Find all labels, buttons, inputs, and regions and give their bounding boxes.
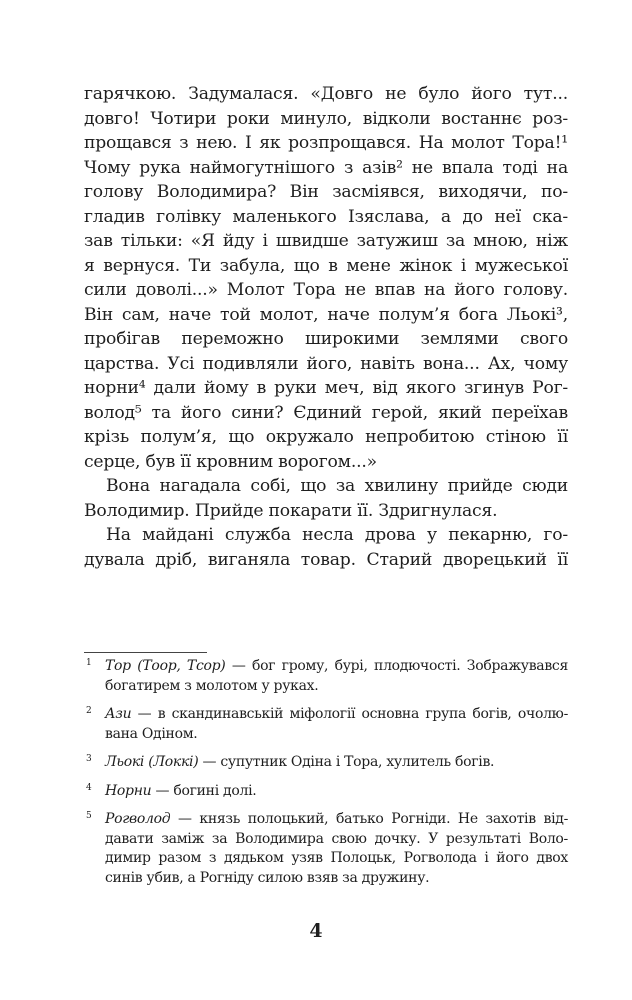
footnote-divider xyxy=(84,652,207,653)
footnote-text: — бог грому, бурі, плодючості. Зображувався xyxy=(225,658,568,674)
text-line: прощався з нею. І як розпрощався. На молот Тора!¹ xyxy=(84,133,568,153)
text-line: Вона нагадала собі, що за хвилину прийде сюди xyxy=(106,476,568,496)
footnote-line: богатирем з молотом у руках. xyxy=(105,677,319,694)
text-line: крізь полум’я, що окружало непробитою стіною її xyxy=(84,427,568,447)
text-line: Він сам, наче той молот, наче полум’я бога Льокі³, xyxy=(84,304,568,325)
footnote-number: 5 xyxy=(86,811,92,821)
text-line: серце, був її кровним ворогом...» xyxy=(84,451,377,472)
footnote-line: синів убив, а Рогніду силою взяв за дружину. xyxy=(105,869,430,886)
text-line: Чому рука наймогутнішого з азів² не впала тоді на xyxy=(84,157,568,178)
footnote-number: 3 xyxy=(86,754,92,764)
text-line: гарячкою. Задумалася. «Довго не було його тут... xyxy=(84,84,568,104)
text-line: гладив голівку маленького Ізяслава, а до неї ска- xyxy=(84,206,568,227)
footnote-1 xyxy=(84,657,568,696)
text-line: пробігав переможно широкими землями свого xyxy=(84,329,568,349)
footnote-4 xyxy=(84,782,568,802)
footnote-term: Льокі (Локкі) xyxy=(105,754,199,770)
footnote-number: 1 xyxy=(86,658,92,668)
footnote-line xyxy=(84,810,568,830)
footnote-text: — супутник Одіна і Тора, хулитель богів. xyxy=(198,754,495,770)
footnote-line: димир разом з дядьком узяв Полоцьк, Рогволода і його двох xyxy=(105,850,568,866)
text-line: норни⁴ дали йому в руки меч, від якого згинув Рог- xyxy=(84,378,568,398)
text-line: На майдані служба несла дрова у пекарню, го- xyxy=(106,525,568,545)
footnote-number: 4 xyxy=(86,782,92,793)
footnote-5 xyxy=(84,810,568,888)
footnote-text: — богині долі. xyxy=(151,782,257,799)
page-number: 4 xyxy=(309,920,323,942)
text-line: я вернуся. Ти забула, що в мене жінок і мужеської xyxy=(84,255,568,276)
text-line: довго! Чотири роки минуло, відколи востаннє роз- xyxy=(84,108,568,129)
footnote-term: Норни xyxy=(105,782,152,799)
text-line: дувала дріб, виганяла товар. Старий дворецький її xyxy=(84,549,568,570)
footnote-3 xyxy=(84,753,568,773)
footnote-text: — в скандинавській міфології основна група богів, очолю- xyxy=(131,706,568,722)
footnote-line: давати заміж за Володимира свою дочку. У результаті Воло- xyxy=(105,830,568,847)
footnote-line xyxy=(84,705,568,725)
text-line: голову Володимира? Він засміявся, виходячи, по- xyxy=(84,182,568,202)
footnote-term: Тор (Тоор, Тсор) xyxy=(105,658,226,674)
footnote-line xyxy=(84,753,568,773)
body-text xyxy=(84,82,568,572)
text-line: зав тільки: «Я йду і швидше затужиш за мною, ніж xyxy=(84,231,568,251)
footnote-line xyxy=(84,782,568,802)
footnote-line xyxy=(84,657,568,677)
footnote-number: 2 xyxy=(86,706,92,716)
text-line: царства. Усі подивляли його, навіть вона... Ах, чому xyxy=(84,353,568,374)
footnote-2 xyxy=(84,705,568,744)
footnote-line: вана Одіном. xyxy=(105,725,198,742)
text-line: волод⁵ та його сини? Єдиний герой, який переїхав xyxy=(84,402,568,423)
footnote-text: — князь полоцький, батько Рогніди. Не захотів від- xyxy=(170,811,568,827)
footnote-term: Рогволод xyxy=(105,811,171,827)
text-line: сили доволі...» Молот Тора не впав на його голову. xyxy=(84,280,568,300)
footnote-term: Ази xyxy=(105,706,132,722)
text-line: Володимир. Прийде покарати її. Здригнулася. xyxy=(84,500,498,521)
footnotes xyxy=(84,657,568,897)
